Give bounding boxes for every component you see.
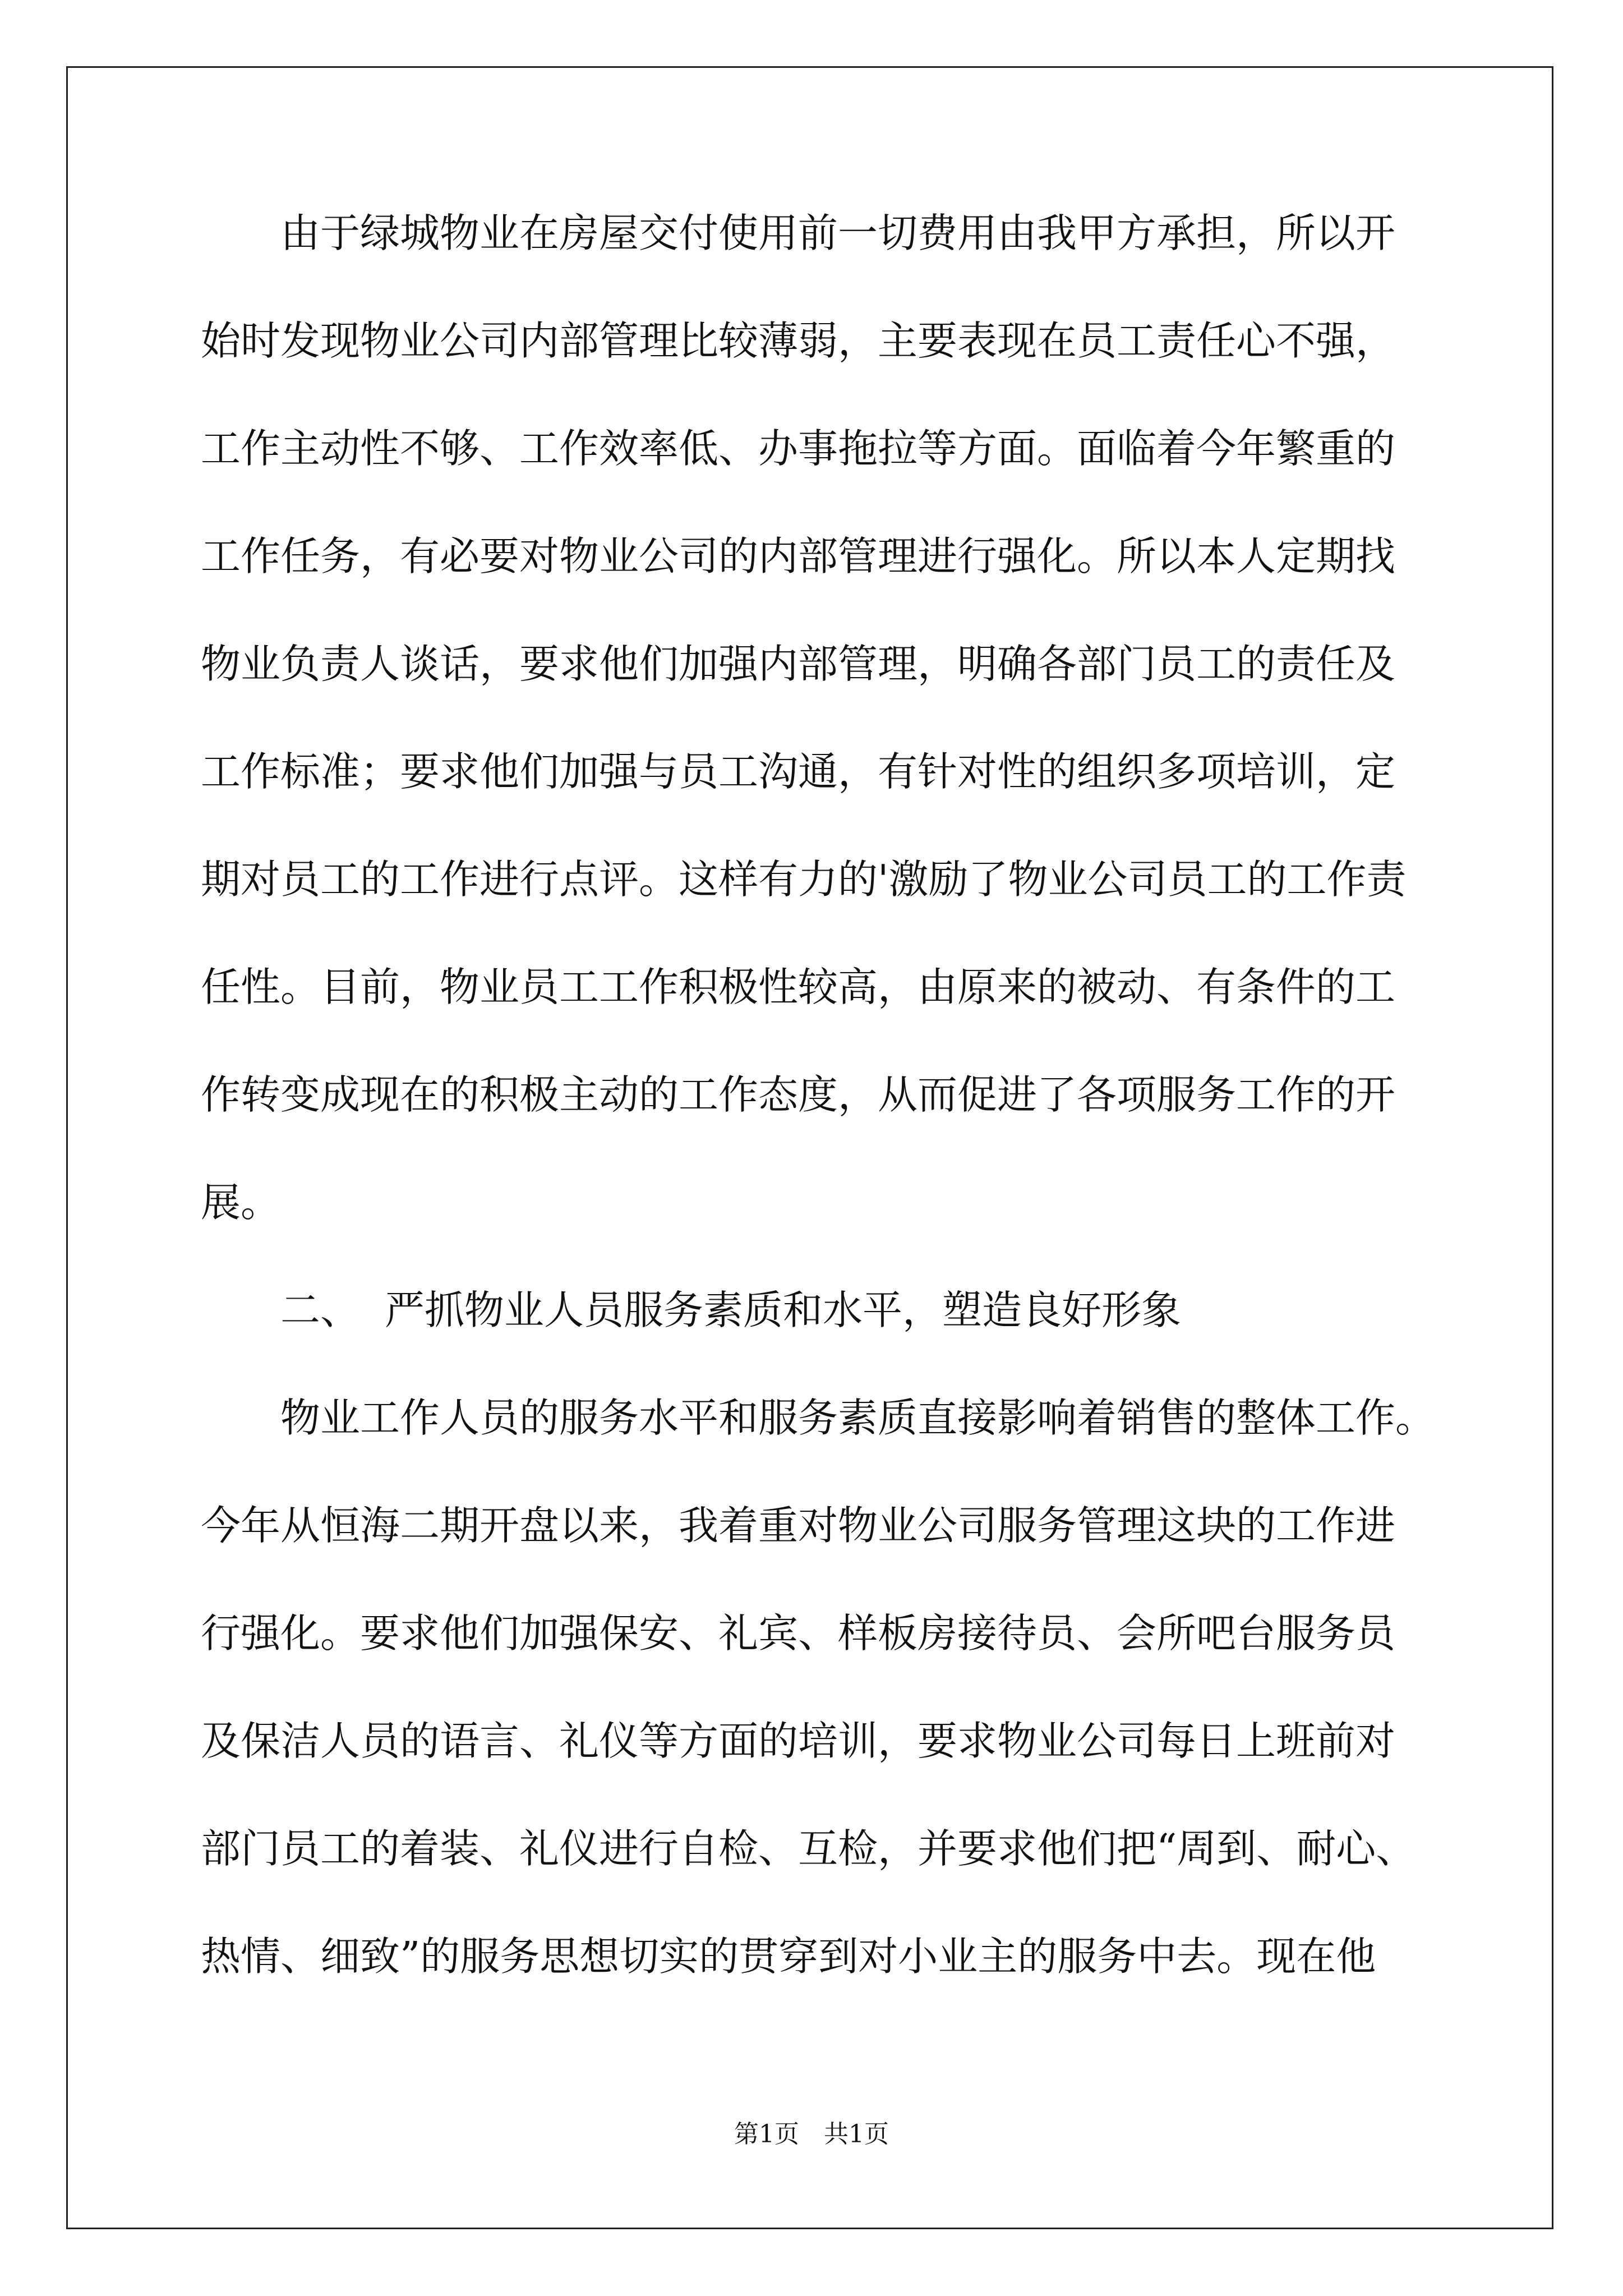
section-heading [201, 1287, 1429, 1398]
section-title: 严抓物业人员服务素质和水平，塑造良好形象 [385, 1287, 1182, 1333]
text-line: 作转变成现在的积极主动的工作态度，从而促进了各项服务工作的开 [201, 1071, 1396, 1118]
text-line: 始时发现物业公司内部管理比较薄弱，主要表现在员工责任心不强， [201, 318, 1396, 364]
section-number: 二、 [280, 1287, 361, 1333]
text-line: 物业负责人谈话，要求他们加强内部管理，明确各部门员工的责任及 [201, 641, 1396, 687]
text-line: 展。 [201, 1179, 281, 1226]
text-line: 工作主动性不够、工作效率低、办事拖拉等方面。面临着今年繁重的 [201, 425, 1396, 472]
text-line: 行强化。要求他们加强保安、礼宾、样板房接待员、会所吧台服务员 [201, 1610, 1396, 1657]
text-line: 工作任务，有必要对物业公司的内部管理进行强化。所以本人定期找 [201, 533, 1396, 579]
text-line: 物业工作人员的服务水平和服务素质直接影响着销售的整体工作。 [280, 1395, 1436, 1441]
text-line: 及保洁人员的语言、礼仪等方面的培训，要求物业公司每日上班前对 [201, 1718, 1396, 1764]
text-line: 任性。目前，物业员工工作积极性较高，由原来的被动、有条件的工 [201, 964, 1396, 1010]
document-body [201, 210, 1436, 2044]
text-line: 部门员工的着装、礼仪进行自检、互检，并要求他们把“周到、耐心、 [201, 1825, 1416, 1872]
page-footer: 第1页 共1页 [734, 2120, 889, 2148]
text-line: 期对员工的工作进行点评。这样有力的'激励了物业公司员工的工作责 [201, 856, 1407, 903]
text-line: 今年从恒海二期开盘以来，我着重对物业公司服务管理这块的工作进 [201, 1502, 1396, 1549]
text-line: 工作标准；要求他们加强与员工沟通，有针对性的组织多项培训，定 [201, 748, 1396, 795]
text-line: 热情、细致”的服务思想切实的贯穿到对小业主的服务中去。现在他 [201, 1933, 1376, 1980]
text-line: 由于绿城物业在房屋交付使用前一切费用由我甲方承担，所以开 [280, 210, 1396, 256]
